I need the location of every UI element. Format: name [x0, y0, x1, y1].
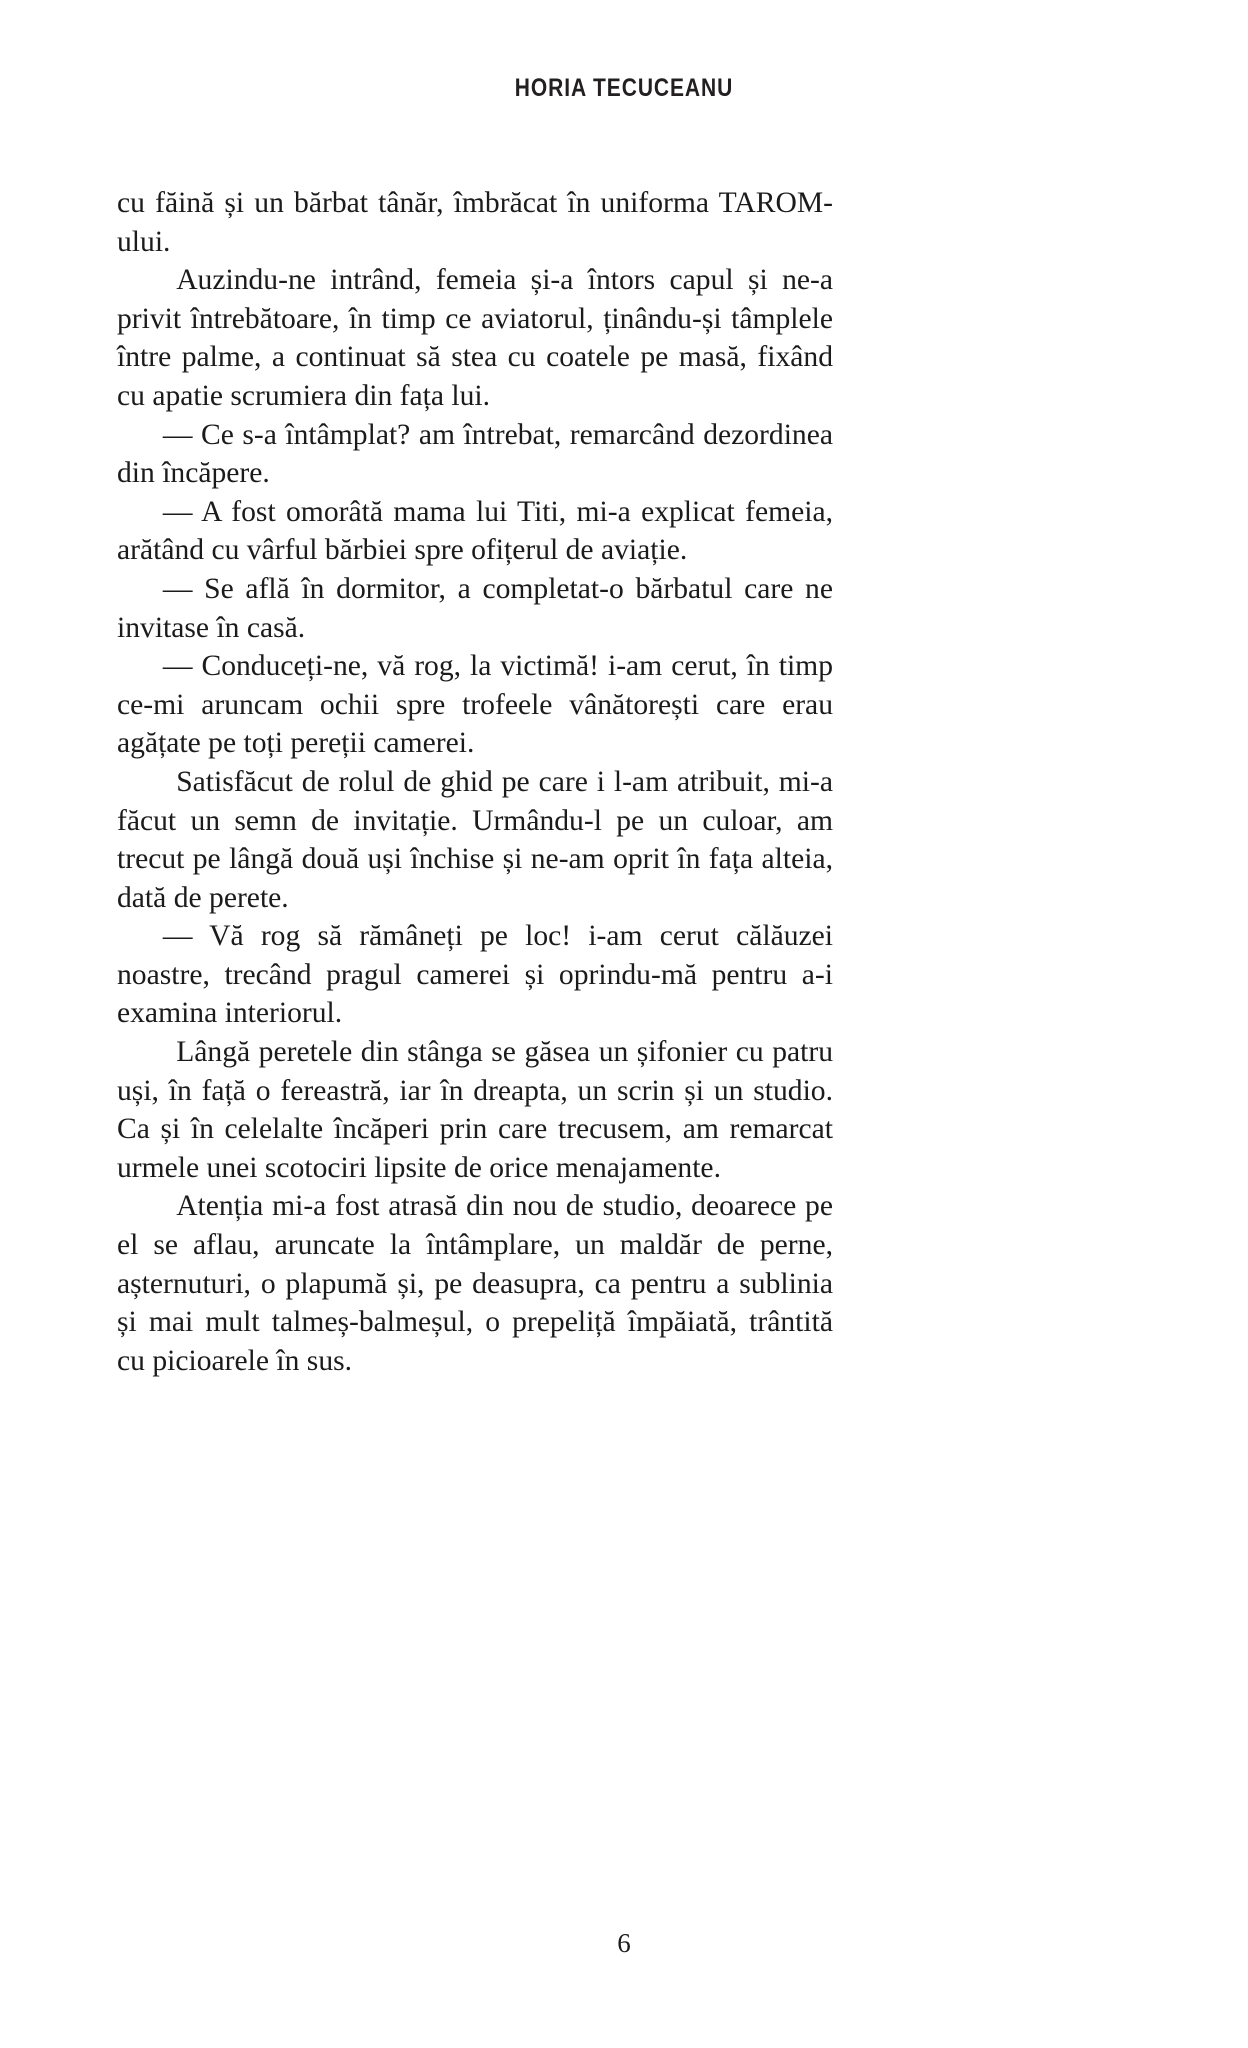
paragraph-langa-peretele: Lângă peretele din stânga se găsea un șifonier cu patru uși, în față o fereastră, iar în dreapta, un scrin și un studio. Ca și în celelalte încăperi prin care trecusem, am remarcat urmele unei scotociri lipsite de orice menajamente.	[117, 1036, 833, 1184]
paragraph-dialog-a-fost-omorata: — A fost omorâtă mama lui Titi, mi-a explicat femeia, arătând cu vârful bărbiei spre ofițerul de aviație.	[117, 495, 833, 567]
body-text-block	[117, 184, 833, 1380]
paragraph-atentia-mi-a-fost: Atenția mi-a fost atrasă din nou de studio, deoarece pe el se aflau, aruncate la întâmplare, un maldăr de perne, așternuturi, o plapumă și, pe deasupra, ca pentru a sublinia și mai mult talmeș-balmeșul, o prepeliță împăiată, trântită cu picioarele în sus.	[117, 1190, 833, 1377]
running-head-author: HORIA TECUCEANU	[514, 74, 734, 102]
paragraph-auzindu-ne: Auzindu-ne intrând, femeia și-a întors capul și ne-a privit întrebătoare, în timp ce aviatorul, ținându-și tâmplele între palme, a continuat să stea cu coatele pe masă, fixând cu apatie scrumiera din fața lui.	[117, 264, 833, 412]
paragraph-dialog-se-afla-in-dormitor: — Se află în dormitor, a completat-o bărbatul care ne invitase în casă.	[117, 572, 833, 644]
paragraph-dialog-conduceti-ne: — Conduceți-ne, vă rog, la victimă! i-am cerut, în timp ce-mi aruncam ochii spre trofeele vânătorești care erau agățate pe toți pereții camerei.	[117, 650, 833, 760]
paragraph-continuation: cu făină și un bărbat tânăr, îmbrăcat în uniforma TAROM-ului.	[117, 187, 833, 258]
paragraph-dialog-va-rog-sa-ramaneti: — Vă rog să rămâneți pe loc! i-am cerut călăuzei noastre, trecând pragul camerei și oprindu-mă pentru a-i examina interiorul.	[117, 920, 833, 1030]
paragraph-dialog-ce-s-a-intamplat: — Ce s-a întâmplat? am întrebat, remarcând dezordinea din încăpere.	[117, 418, 833, 490]
paragraph-satisfacut-de-rolul: Satisfăcut de rolul de ghid pe care i l-am atribuit, mi-a făcut un semn de invitație. Urmându-l pe un culoar, am trecut pe lângă două uși închise și ne-am oprit în fața alteia, dată de perete.	[117, 765, 833, 914]
page-number: 6	[617, 1928, 631, 1958]
